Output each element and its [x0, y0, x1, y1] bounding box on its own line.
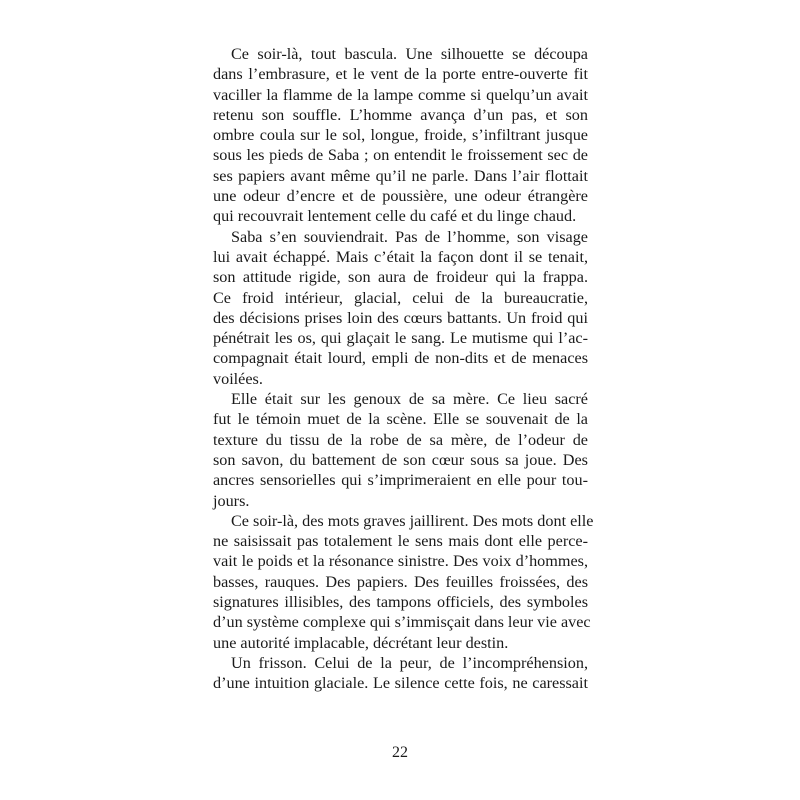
paragraph: [213, 227, 588, 389]
page-number: 22: [392, 744, 408, 761]
text-line: une autorité implacable, décrétant leur destin.: [213, 633, 509, 652]
text-line: Saba s’en souviendrait. Pas de l’homme, son visage: [231, 227, 588, 246]
text-line: dans l’embrasure, et le vent de la porte entre-ouverte fit: [213, 65, 588, 84]
text-line: vaciller la flamme de la lampe comme si quelqu’un avait: [213, 85, 588, 104]
text-line: compagnait était lourd, empli de non-dits et de menaces: [213, 349, 588, 368]
text-line: lui avait échappé. Mais c’était la façon dont il se tenait,: [213, 247, 588, 266]
paragraph: [213, 653, 588, 694]
text-line: texture du tissu de la robe de sa mère, de l’odeur de: [213, 430, 588, 449]
text-line: ancres sensorielles qui s’imprimeraient en elle pour tou-: [213, 471, 588, 490]
text-line: Ce froid intérieur, glacial, celui de la bureaucratie,: [213, 288, 588, 307]
text-line: son attitude rigide, son aura de froideur qui la frappa.: [213, 268, 588, 287]
text-line: Ce soir-là, tout bascula. Une silhouette se découpa: [231, 45, 588, 63]
text-line: ses papiers avant même qu’il ne parle. Dans l’air flottait: [213, 166, 588, 185]
text-line: signatures illisibles, des tampons officiels, des symboles: [213, 593, 588, 612]
paragraph: [213, 389, 588, 511]
text-line: une odeur d’encre et de poussière, une odeur étrangère: [213, 187, 588, 206]
text-line: basses, rauques. Des papiers. Des feuilles froissées, des: [213, 572, 588, 591]
text-line: Un frisson. Celui de la peur, de l’incompréhension,: [231, 653, 588, 672]
text-line: son savon, du battement de son cœur sous sa joue. Des: [213, 450, 588, 469]
paragraph: [213, 44, 588, 227]
text-line: d’une intuition glaciale. Le silence cette fois, ne caressait: [213, 674, 588, 693]
text-line: sous les pieds de Saba ; on entendit le froissement sec de: [213, 146, 588, 165]
text-line: d’un système complexe qui s’immisçait dans leur vie avec: [213, 613, 591, 632]
text-line: vait le poids et la résonance sinistre. Des voix d’hommes,: [213, 552, 588, 571]
text-line: ombre coula sur le sol, longue, froide, s’infiltrant jusque: [213, 126, 588, 145]
text-line: Elle était sur les genoux de sa mère. Ce lieu sacré: [231, 390, 588, 409]
text-line: voilées.: [213, 369, 263, 388]
text-line: Ce soir-là, des mots graves jaillirent. Des mots dont elle: [231, 511, 594, 530]
body-text: [213, 44, 594, 694]
text-line: retenu son souffle. L’homme avança d’un pas, et son: [213, 105, 588, 124]
text-line: ne saisissait pas totalement le sens mais dont elle perce-: [213, 532, 588, 551]
text-line: qui recouvrait lentement celle du café et du linge chaud.: [213, 207, 577, 226]
text-line: fut le témoin muet de la scène. Elle se souvenait de la: [213, 410, 588, 429]
text-line: des décisions prises loin des cœurs battants. Un froid qui: [213, 308, 588, 327]
paragraph: [213, 511, 594, 653]
text-line: jours.: [213, 491, 250, 510]
text-line: pénétrait les os, qui glaçait le sang. Le mutisme qui l’ac-: [213, 329, 588, 348]
